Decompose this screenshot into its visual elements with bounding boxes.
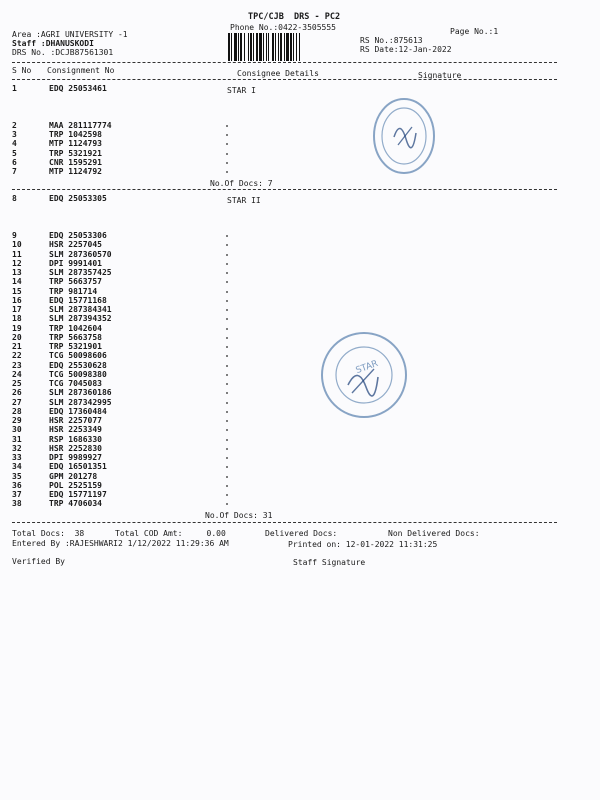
consignee-placeholder-dot [226,143,228,145]
consignee-placeholder-dot [226,254,228,256]
consignee-placeholder-dot [226,318,228,320]
row-consignment: EDQ 25053461 [49,84,107,93]
staff-label: Staff :DHANUSKODI [12,39,94,48]
row-consignment: HSR 2257045 [49,240,102,249]
row-sno: 22 [12,351,22,360]
total-cod: Total COD Amt: 0.00 [115,529,226,538]
row-sno: 4 [12,139,17,148]
row-sno: 25 [12,379,22,388]
consignee-placeholder-dot [226,171,228,173]
row-consignment: TRP 1042598 [49,130,102,139]
row-consignment: POL 2525159 [49,481,102,490]
row-sno: 35 [12,472,22,481]
consignee-placeholder-dot [226,457,228,459]
page-number: Page No.:1 [450,27,499,36]
row-sno: 31 [12,435,22,444]
row-sno: 19 [12,324,22,333]
row-consignment: EDQ 25053305 [49,194,107,203]
consignee-placeholder-dot [226,411,228,413]
consignee-placeholder-dot [226,503,228,505]
row-consignment: HSR 2253349 [49,425,102,434]
consignee-name: STAR I [227,86,256,95]
divider [12,189,557,190]
row-consignment: SLM 287357425 [49,268,112,277]
consignee-placeholder-dot [226,337,228,339]
row-sno: 8 [12,194,17,203]
consignee-placeholder-dot [226,134,228,136]
divider [12,62,557,63]
row-sno: 7 [12,167,17,176]
consignee-placeholder-dot [226,125,228,127]
row-sno: 26 [12,388,22,397]
verified-by: Verified By [12,557,65,566]
row-sno: 16 [12,296,22,305]
consignee-placeholder-dot [226,420,228,422]
column-header-consignment: Consignment No [47,66,115,75]
row-consignment: TRP 5663757 [49,277,102,286]
consignee-placeholder-dot [226,476,228,478]
group-first-row [12,194,552,203]
row-consignment: MTP 1124793 [49,139,102,148]
row-sno: 2 [12,121,17,130]
divider [12,79,557,80]
row-sno: 23 [12,361,22,370]
row-sno: 36 [12,481,22,490]
row-sno: 10 [12,240,22,249]
row-consignment: CNR 1595291 [49,158,102,167]
svg-text:STAR: STAR [354,358,380,377]
row-consignment: HSR 2257077 [49,416,102,425]
row-sno: 15 [12,287,22,296]
consignee-placeholder-dot [226,263,228,265]
rs-date: RS Date:12-Jan-2022 [360,45,452,54]
consignee-placeholder-dot [226,355,228,357]
row-consignment: TRP 5663758 [49,333,102,342]
docs-count: No.Of Docs: 7 [210,179,273,188]
phone-number: Phone No.:0422-3505555 [230,23,336,32]
row-sno: 1 [12,84,17,93]
row-sno: 32 [12,444,22,453]
row-consignment: EDQ 16501351 [49,462,107,471]
non-delivered-docs: Non Delivered Docs: [388,529,480,538]
row-consignment: MTP 1124792 [49,167,102,176]
consignee-placeholder-dot [226,374,228,376]
row-consignment: SLM 287342995 [49,398,112,407]
barcode-image [228,33,352,61]
consignee-placeholder-dot [226,244,228,246]
row-sno: 9 [12,231,17,240]
entered-by: Entered By :RAJESHWARI2 1/12/2022 11:29:36 AM [12,539,229,548]
row-sno: 6 [12,158,17,167]
row-sno: 3 [12,130,17,139]
row-consignment: SLM 287360186 [49,388,112,397]
row-consignment: DPI 9989927 [49,453,102,462]
row-sno: 37 [12,490,22,499]
row-sno: 24 [12,370,22,379]
consignee-placeholder-dot [226,281,228,283]
consignee-placeholder-dot [226,272,228,274]
row-consignment: EDQ 17360484 [49,407,107,416]
company-stamp-icon [318,325,410,425]
row-consignment: EDQ 25530628 [49,361,107,370]
consignee-placeholder-dot [226,392,228,394]
row-consignment: TCG 50098380 [49,370,107,379]
rs-number: RS No.:875613 [360,36,423,45]
company-stamp-icon [372,97,436,175]
row-consignment: MAA 281117774 [49,121,112,130]
row-sno: 28 [12,407,22,416]
consignee-placeholder-dot [226,448,228,450]
row-sno: 29 [12,416,22,425]
row-consignment: EDQ 25053306 [49,231,107,240]
divider [12,522,557,523]
row-consignment: TRP 5321901 [49,342,102,351]
row-consignment: TCG 7045083 [49,379,102,388]
row-sno: 5 [12,149,17,158]
row-sno: 20 [12,333,22,342]
consignee-name: STAR II [227,196,261,205]
consignee-placeholder-dot [226,439,228,441]
column-header-sno: S No [12,66,32,75]
printed-on: Printed on: 12-01-2022 11:31:25 [288,540,438,549]
row-consignment: TRP 5321921 [49,149,102,158]
row-sno: 18 [12,314,22,323]
row-sno: 33 [12,453,22,462]
delivered-docs: Delivered Docs: [265,529,338,538]
row-consignment: HSR 2252830 [49,444,102,453]
consignee-placeholder-dot [226,402,228,404]
row-consignment: RSP 1686330 [49,435,102,444]
consignee-placeholder-dot [226,429,228,431]
row-consignment: TRP 981714 [49,287,98,296]
consignee-placeholder-dot [226,300,228,302]
row-sno: 34 [12,462,22,471]
row-consignment: SLM 287394352 [49,314,112,323]
column-header-consignee: Consignee Details [237,69,319,78]
row-sno: 12 [12,259,22,268]
row-sno: 30 [12,425,22,434]
barcode-bar [300,33,301,61]
consignee-placeholder-dot [226,235,228,237]
row-consignment: SLM 287360570 [49,250,112,259]
row-sno: 38 [12,499,22,508]
row-consignment: DPI 9991401 [49,259,102,268]
row-sno: 27 [12,398,22,407]
group-first-row [12,84,552,93]
row-sno: 21 [12,342,22,351]
row-sno: 14 [12,277,22,286]
consignee-placeholder-dot [226,328,228,330]
row-consignment: TRP 4706034 [49,499,102,508]
total-docs: Total Docs: 38 [12,529,85,538]
consignee-placeholder-dot [226,309,228,311]
consignee-placeholder-dot [226,153,228,155]
document-title: TPC/CJB DRS - PC2 [248,12,341,22]
row-consignment: EDQ 15771168 [49,296,107,305]
consignee-placeholder-dot [226,485,228,487]
consignee-placeholder-dot [226,291,228,293]
consignee-placeholder-dot [226,466,228,468]
consignee-placeholder-dot [226,494,228,496]
drs-number: DRS No. :DCJB87561301 [12,48,114,57]
staff-signature: Staff Signature [293,558,366,567]
docs-count: No.Of Docs: 31 [205,511,273,520]
area-label: Area :AGRI UNIVERSITY -1 [12,30,128,39]
consignee-placeholder-dot [226,346,228,348]
row-consignment: GPM 201278 [49,472,98,481]
column-header-signature: Signature [418,71,462,80]
row-consignment: TCG 50098606 [49,351,107,360]
row-consignment: SLM 287384341 [49,305,112,314]
row-sno: 17 [12,305,22,314]
consignee-placeholder-dot [226,162,228,164]
row-consignment: EDQ 15771197 [49,490,107,499]
row-consignment: TRP 1042604 [49,324,102,333]
row-sno: 11 [12,250,22,259]
row-sno: 13 [12,268,22,277]
consignee-placeholder-dot [226,365,228,367]
consignee-placeholder-dot [226,383,228,385]
